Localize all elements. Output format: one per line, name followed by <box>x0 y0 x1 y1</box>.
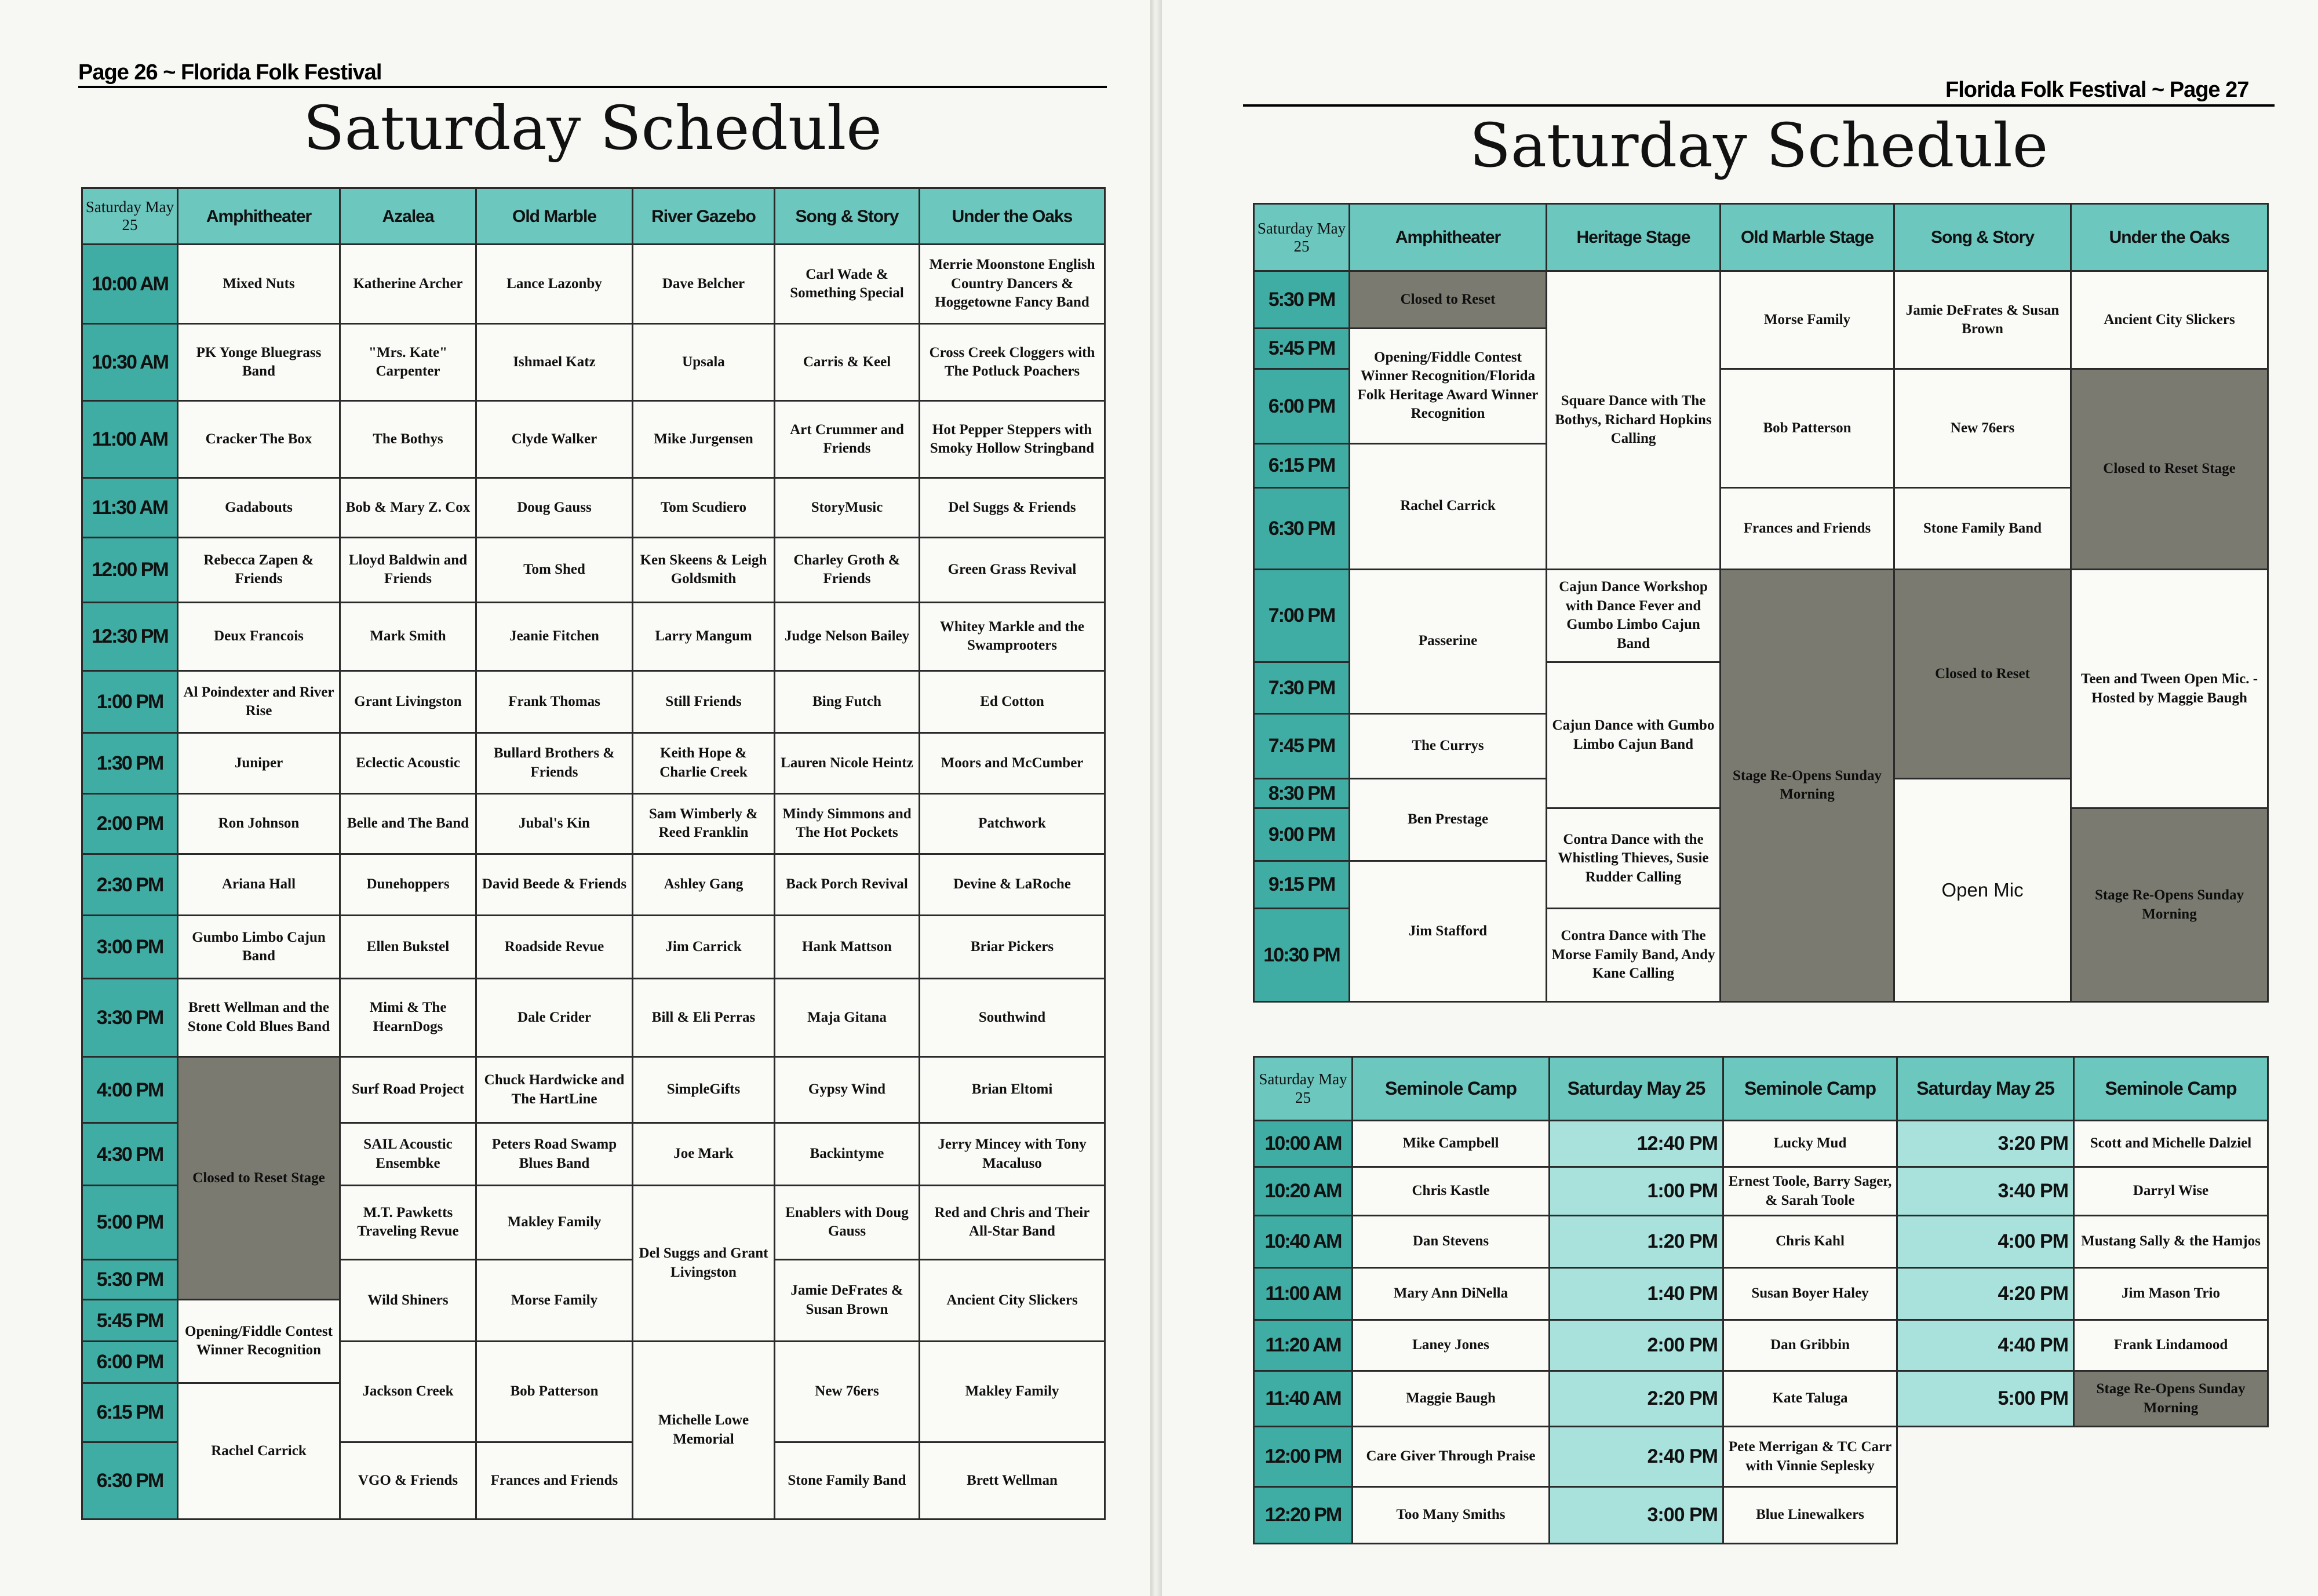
closed-block: Stage Re-Opens Sunday Morning <box>2071 808 2268 1002</box>
left-page-title: Saturday Schedule <box>303 93 882 163</box>
camp-act: Chris Kahl <box>1723 1216 1897 1268</box>
stage-header: Old Marble <box>476 188 633 245</box>
time-slot: 2:30 PM <box>82 854 178 915</box>
act-cell: Teen and Tween Open Mic. - Hosted by Maggie Baugh <box>2071 569 2268 808</box>
camp-act: Mary Ann DiNella <box>1353 1268 1550 1320</box>
act-cell: Ariana Hall <box>178 854 340 915</box>
camp-act: Pete Merrigan & TC Carr with Vinnie Seplesky <box>1723 1427 1897 1487</box>
act-cell: Frances and Friends <box>476 1442 633 1519</box>
closed-block: Closed to Reset Stage <box>2071 369 2268 569</box>
time-slot: 6:30 PM <box>1254 488 1350 570</box>
act-cell: Ben Prestage <box>1350 779 1547 861</box>
act-cell: Briar Pickers <box>920 916 1105 978</box>
left-folio: Page 26 ~ Florida Folk Festival <box>78 60 382 85</box>
camp-time: 12:40 PM <box>1550 1121 1723 1167</box>
empty-cell <box>2074 1487 2268 1544</box>
act-cell: Chuck Hardwicke and The HartLine <box>476 1056 633 1123</box>
act-cell: Carl Wade & Something Special <box>775 245 920 324</box>
act-cell: Cross Creek Cloggers with The Potluck Poachers <box>920 324 1105 401</box>
act-cell: Clyde Walker <box>476 401 633 478</box>
time-slot: 11:30 AM <box>82 478 178 537</box>
act-cell: New 76ers <box>775 1341 920 1442</box>
act-cell: Dave Belcher <box>633 245 775 324</box>
time-slot: 6:15 PM <box>82 1383 178 1442</box>
closed-block: Closed to Reset <box>1894 569 2071 779</box>
act-cell: Doug Gauss <box>476 478 633 537</box>
act-cell: Dale Crider <box>476 978 633 1056</box>
time-slot: 7:30 PM <box>1254 662 1350 713</box>
act-cell: Passerine <box>1350 569 1547 713</box>
act-cell: The Currys <box>1350 713 1547 778</box>
camp-act: Maggie Baugh <box>1353 1371 1550 1427</box>
act-cell: Jamie DeFrates & Susan Brown <box>1894 271 2071 369</box>
camp-time-header: Saturday May 25 <box>1550 1057 1723 1121</box>
act-cell: Backintyme <box>775 1123 920 1185</box>
empty-cell <box>2074 1427 2268 1487</box>
act-cell: Enablers with Doug Gauss <box>775 1185 920 1259</box>
time-slot: 1:30 PM <box>82 733 178 793</box>
act-cell: Peters Road Swamp Blues Band <box>476 1123 633 1185</box>
act-cell: "Mrs. Kate" Carpenter <box>340 324 476 401</box>
left-schedule-table <box>81 187 1106 1520</box>
act-cell: Still Friends <box>633 671 775 733</box>
camp-act: Dan Stevens <box>1353 1216 1550 1268</box>
open-mic-cell: Open Mic <box>1894 779 2071 1002</box>
act-cell: Tom Shed <box>476 537 633 603</box>
act-cell: Jubal's Kin <box>476 793 633 854</box>
camp-act: Dan Gribbin <box>1723 1320 1897 1371</box>
time-slot: 6:00 PM <box>1254 369 1350 444</box>
time-slot: 3:00 PM <box>82 916 178 978</box>
stage-header: Song & Story <box>1894 204 2071 271</box>
closed-block: Closed to Reset <box>1350 271 1547 328</box>
act-cell: Belle and The Band <box>340 793 476 854</box>
camp-act: Ernest Toole, Barry Sager, & Sarah Toole <box>1723 1167 1897 1216</box>
act-cell: VGO & Friends <box>340 1442 476 1519</box>
act-cell: Bob Patterson <box>1721 369 1894 488</box>
camp-time-header: Saturday May 25 <box>1897 1057 2074 1121</box>
act-cell: Bill & Eli Perras <box>633 978 775 1056</box>
stage-header: Azalea <box>340 188 476 245</box>
camp-time: 10:40 AM <box>1254 1216 1353 1268</box>
act-cell: Moors and McCumber <box>920 733 1105 793</box>
camp-time: 12:20 PM <box>1254 1487 1353 1544</box>
camp-act: Lucky Mud <box>1723 1121 1897 1167</box>
act-cell: Ellen Bukstel <box>340 916 476 978</box>
corner-label: Saturday May 25 <box>82 188 178 245</box>
camp-name-header: Seminole Camp <box>1353 1057 1550 1121</box>
act-cell: Del Suggs and Grant Livingston <box>633 1185 775 1341</box>
act-cell: Morse Family <box>1721 271 1894 369</box>
act-cell: Eclectic Acoustic <box>340 733 476 793</box>
camp-act: Mike Campbell <box>1353 1121 1550 1167</box>
act-cell: Stone Family Band <box>775 1442 920 1519</box>
act-cell: Bing Futch <box>775 671 920 733</box>
act-cell: Merrie Moonstone English Country Dancers & Hoggetowne Fancy Band <box>920 245 1105 324</box>
time-slot: 1:00 PM <box>82 671 178 733</box>
time-slot: 7:00 PM <box>1254 569 1350 662</box>
camp-act: Susan Boyer Haley <box>1723 1268 1897 1320</box>
act-cell: Frances and Friends <box>1721 488 1894 570</box>
act-cell: Bullard Brothers & Friends <box>476 733 633 793</box>
act-cell: Rebecca Zapen & Friends <box>178 537 340 603</box>
act-cell: Art Crummer and Friends <box>775 401 920 478</box>
left-page <box>0 0 1150 1596</box>
camp-act: Care Giver Through Praise <box>1353 1427 1550 1487</box>
act-cell: Wild Shiners <box>340 1259 476 1341</box>
time-slot: 3:30 PM <box>82 978 178 1056</box>
empty-cell <box>1897 1487 2074 1544</box>
time-slot: 12:30 PM <box>82 603 178 671</box>
act-cell: Ashley Gang <box>633 854 775 915</box>
act-cell: Ancient City Slickers <box>920 1259 1105 1341</box>
act-cell: StoryMusic <box>775 478 920 537</box>
act-cell: Bob & Mary Z. Cox <box>340 478 476 537</box>
time-slot: 5:00 PM <box>82 1185 178 1259</box>
act-cell: SAIL Acoustic Ensembke <box>340 1123 476 1185</box>
camp-act: Laney Jones <box>1353 1320 1550 1371</box>
act-cell: Bob Patterson <box>476 1341 633 1442</box>
act-cell: Opening/Fiddle Contest Winner Recognition <box>178 1300 340 1383</box>
camp-time: 12:00 PM <box>1254 1427 1353 1487</box>
act-cell: Southwind <box>920 978 1105 1056</box>
stage-header: Under the Oaks <box>920 188 1105 245</box>
act-cell: Del Suggs & Friends <box>920 478 1105 537</box>
act-cell: The Bothys <box>340 401 476 478</box>
camp-act: Kate Taluga <box>1723 1371 1897 1427</box>
time-slot: 5:45 PM <box>82 1300 178 1342</box>
time-slot: 11:00 AM <box>82 401 178 478</box>
stage-header: Under the Oaks <box>2071 204 2268 271</box>
camp-act: Jim Mason Trio <box>2074 1268 2268 1320</box>
camp-time: 5:00 PM <box>1897 1371 2074 1427</box>
act-cell: Cajun Dance with Gumbo Limbo Cajun Band <box>1547 662 1721 808</box>
act-cell: Jackson Creek <box>340 1341 476 1442</box>
evening-schedule-table <box>1253 203 2269 1003</box>
camp-time: 2:00 PM <box>1550 1320 1723 1371</box>
act-cell: SimpleGifts <box>633 1056 775 1123</box>
act-cell: Frank Thomas <box>476 671 633 733</box>
act-cell: Hot Pepper Steppers with Smoky Hollow Stringband <box>920 401 1105 478</box>
act-cell: Makley Family <box>476 1185 633 1259</box>
camp-time: 1:40 PM <box>1550 1268 1723 1320</box>
camp-time: 4:00 PM <box>1897 1216 2074 1268</box>
camp-time: 1:20 PM <box>1550 1216 1723 1268</box>
act-cell: Brett Wellman <box>920 1442 1105 1519</box>
camp-time: 10:20 AM <box>1254 1167 1353 1216</box>
act-cell: Ishmael Katz <box>476 324 633 401</box>
act-cell: Ron Johnson <box>178 793 340 854</box>
corner-label: Saturday May 25 <box>1254 204 1350 271</box>
right-page <box>1162 0 2318 1596</box>
left-folio-rule <box>78 86 1107 88</box>
time-slot: 4:30 PM <box>82 1123 178 1185</box>
act-cell: Lloyd Baldwin and Friends <box>340 537 476 603</box>
act-cell: Jamie DeFrates & Susan Brown <box>775 1259 920 1341</box>
camp-act: Frank Lindamood <box>2074 1320 2268 1371</box>
act-cell: Surf Road Project <box>340 1056 476 1123</box>
act-cell: Rachel Carrick <box>1350 443 1547 569</box>
act-cell: Patchwork <box>920 793 1105 854</box>
act-cell: Sam Wimberly & Reed Franklin <box>633 793 775 854</box>
camp-name-header: Seminole Camp <box>2074 1057 2268 1121</box>
camp-act: Darryl Wise <box>2074 1167 2268 1216</box>
right-folio-rule <box>1243 104 2275 107</box>
act-cell: Brian Eltomi <box>920 1056 1105 1123</box>
stage-header: Song & Story <box>775 188 920 245</box>
act-cell: Juniper <box>178 733 340 793</box>
act-cell: Deux Francois <box>178 603 340 671</box>
act-cell: Jerry Mincey with Tony Macaluso <box>920 1123 1105 1185</box>
act-cell: Keith Hope & Charlie Creek <box>633 733 775 793</box>
camp-time: 11:20 AM <box>1254 1320 1353 1371</box>
act-cell: Charley Groth & Friends <box>775 537 920 603</box>
act-cell: Maja Gitana <box>775 978 920 1056</box>
camp-time-header: Saturday May 25 <box>1254 1057 1353 1121</box>
act-cell: Cracker The Box <box>178 401 340 478</box>
act-cell: PK Yonge Bluegrass Band <box>178 324 340 401</box>
act-cell: Michelle Lowe Memorial <box>633 1341 775 1519</box>
act-cell: Joe Mark <box>633 1123 775 1185</box>
camp-time: 4:40 PM <box>1897 1320 2074 1371</box>
act-cell: Gumbo Limbo Cajun Band <box>178 916 340 978</box>
act-cell: Gadabouts <box>178 478 340 537</box>
camp-time: 10:00 AM <box>1254 1121 1353 1167</box>
act-cell: New 76ers <box>1894 369 2071 488</box>
act-cell: Mixed Nuts <box>178 245 340 324</box>
act-cell: Larry Mangum <box>633 603 775 671</box>
act-cell: Mindy Simmons and The Hot Pockets <box>775 793 920 854</box>
closed-block: Stage Re-Opens Sunday Morning <box>2074 1371 2268 1427</box>
time-slot: 10:30 AM <box>82 324 178 401</box>
time-slot: 9:15 PM <box>1254 861 1350 908</box>
act-cell: Jeanie Fitchen <box>476 603 633 671</box>
act-cell: Tom Scudiero <box>633 478 775 537</box>
closed-block: Stage Re-Opens Sunday Morning <box>1721 569 1894 1001</box>
camp-time: 11:40 AM <box>1254 1371 1353 1427</box>
camp-name-header: Seminole Camp <box>1723 1057 1897 1121</box>
stage-header: Amphitheater <box>1350 204 1547 271</box>
act-cell: Whitey Markle and the Swamprooters <box>920 603 1105 671</box>
time-slot: 8:30 PM <box>1254 779 1350 808</box>
time-slot: 9:00 PM <box>1254 808 1350 861</box>
time-slot: 6:15 PM <box>1254 443 1350 487</box>
act-cell: Judge Nelson Bailey <box>775 603 920 671</box>
time-slot: 5:45 PM <box>1254 328 1350 369</box>
camp-time: 3:00 PM <box>1550 1487 1723 1544</box>
stage-header: Heritage Stage <box>1547 204 1721 271</box>
act-cell: David Beede & Friends <box>476 854 633 915</box>
right-page-title: Saturday Schedule <box>1469 110 2049 181</box>
act-cell: Cajun Dance Workshop with Dance Fever and Gumbo Limbo Cajun Band <box>1547 569 1721 662</box>
act-cell: Rachel Carrick <box>178 1383 340 1519</box>
right-folio: Florida Folk Festival ~ Page 27 <box>1945 78 2249 102</box>
camp-act: Scott and Michelle Dalziel <box>2074 1121 2268 1167</box>
time-slot: 5:30 PM <box>82 1259 178 1300</box>
act-cell: Stone Family Band <box>1894 488 2071 570</box>
act-cell: Makley Family <box>920 1341 1105 1442</box>
act-cell: Jim Carrick <box>633 916 775 978</box>
act-cell: Grant Livingston <box>340 671 476 733</box>
act-cell: Gypsy Wind <box>775 1056 920 1123</box>
act-cell: Square Dance with The Bothys, Richard Hopkins Calling <box>1547 271 1721 569</box>
act-cell: Devine & LaRoche <box>920 854 1105 915</box>
act-cell: M.T. Pawketts Traveling Revue <box>340 1185 476 1259</box>
time-slot: 6:30 PM <box>82 1442 178 1519</box>
act-cell: Jim Stafford <box>1350 861 1547 1001</box>
act-cell: Dunehoppers <box>340 854 476 915</box>
act-cell: Lauren Nicole Heintz <box>775 733 920 793</box>
time-slot: 5:30 PM <box>1254 271 1350 328</box>
camp-act: Mustang Sally & the Hamjos <box>2074 1216 2268 1268</box>
act-cell: Opening/Fiddle Contest Winner Recognition/Florida Folk Heritage Award Winner Recognition <box>1350 328 1547 443</box>
stage-header: Amphitheater <box>178 188 340 245</box>
camp-time: 2:20 PM <box>1550 1371 1723 1427</box>
act-cell: Roadside Revue <box>476 916 633 978</box>
camp-time: 3:20 PM <box>1897 1121 2074 1167</box>
act-cell: Ancient City Slickers <box>2071 271 2268 369</box>
camp-time: 3:40 PM <box>1897 1167 2074 1216</box>
time-slot: 2:00 PM <box>82 793 178 854</box>
empty-cell <box>1897 1427 2074 1487</box>
act-cell: Lance Lazonby <box>476 245 633 324</box>
act-cell: Red and Chris and Their All-Star Band <box>920 1185 1105 1259</box>
camp-act: Blue Linewalkers <box>1723 1487 1897 1544</box>
camp-time: 1:00 PM <box>1550 1167 1723 1216</box>
camp-act: Too Many Smiths <box>1353 1487 1550 1544</box>
act-cell: Green Grass Revival <box>920 537 1105 603</box>
act-cell: Hank Mattson <box>775 916 920 978</box>
closed-block: Closed to Reset Stage <box>178 1056 340 1299</box>
act-cell: Ed Cotton <box>920 671 1105 733</box>
time-slot: 4:00 PM <box>82 1056 178 1123</box>
act-cell: Ken Skeens & Leigh Goldsmith <box>633 537 775 603</box>
time-slot: 6:00 PM <box>82 1341 178 1383</box>
act-cell: Back Porch Revival <box>775 854 920 915</box>
page-fold <box>1150 0 1162 1596</box>
act-cell: Katherine Archer <box>340 245 476 324</box>
camp-act: Chris Kastle <box>1353 1167 1550 1216</box>
act-cell: Carris & Keel <box>775 324 920 401</box>
act-cell: Mimi & The HearnDogs <box>340 978 476 1056</box>
act-cell: Contra Dance with The Morse Family Band, Andy Kane Calling <box>1547 909 1721 1002</box>
act-cell: Mark Smith <box>340 603 476 671</box>
time-slot: 7:45 PM <box>1254 713 1350 778</box>
camp-time: 11:00 AM <box>1254 1268 1353 1320</box>
act-cell: Contra Dance with the Whistling Thieves, Susie Rudder Calling <box>1547 808 1721 909</box>
stage-header: River Gazebo <box>633 188 775 245</box>
act-cell: Morse Family <box>476 1259 633 1341</box>
camp-time: 4:20 PM <box>1897 1268 2074 1320</box>
act-cell: Al Poindexter and River Rise <box>178 671 340 733</box>
camp-time: 2:40 PM <box>1550 1427 1723 1487</box>
time-slot: 12:00 PM <box>82 537 178 603</box>
time-slot: 10:00 AM <box>82 245 178 324</box>
time-slot: 10:30 PM <box>1254 909 1350 1002</box>
act-cell: Brett Wellman and the Stone Cold Blues Band <box>178 978 340 1056</box>
act-cell: Upsala <box>633 324 775 401</box>
act-cell: Mike Jurgensen <box>633 401 775 478</box>
seminole-camp-table <box>1253 1056 2269 1544</box>
stage-header: Old Marble Stage <box>1721 204 1894 271</box>
